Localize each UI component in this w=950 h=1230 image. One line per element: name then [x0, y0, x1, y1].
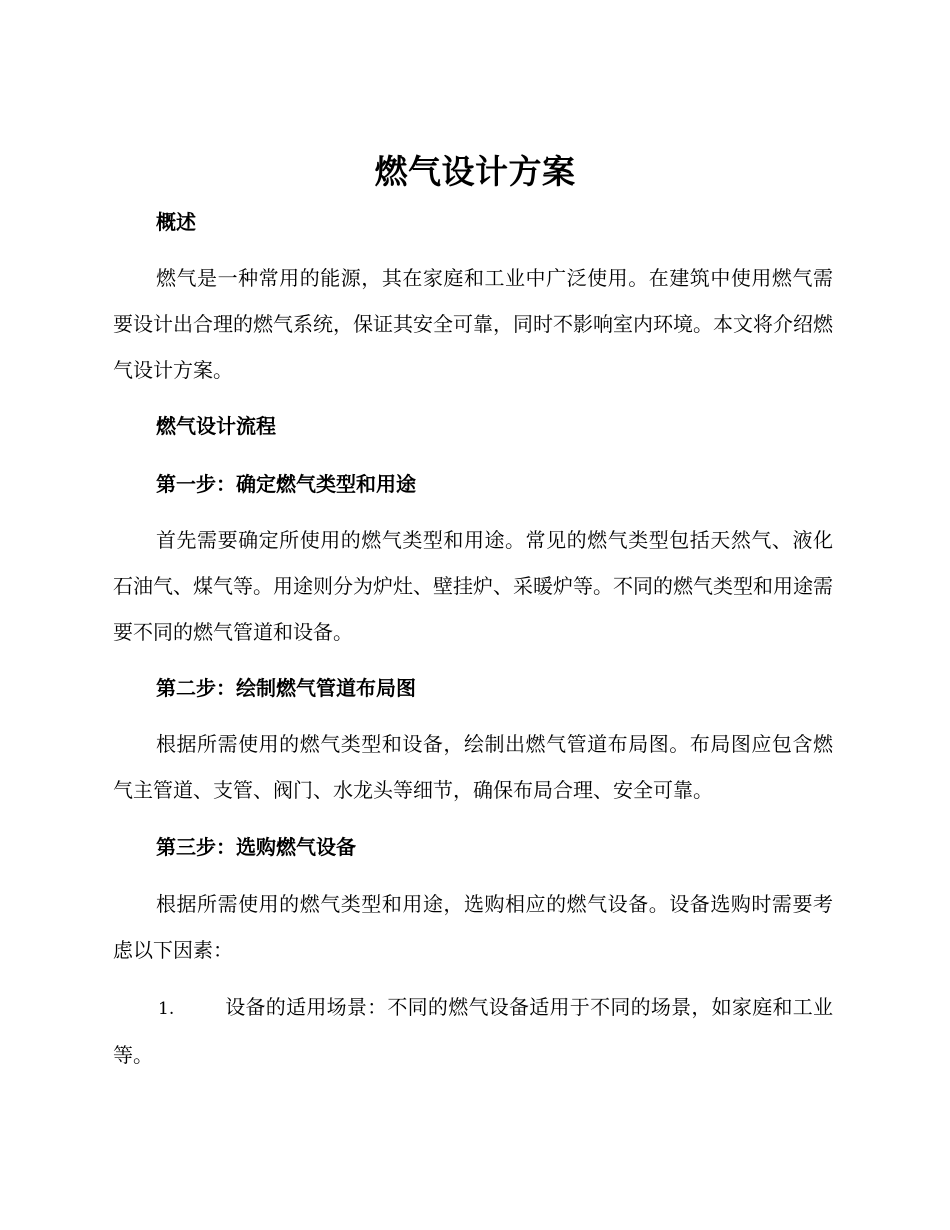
section-heading-step-two: 第二步：绘制燃气管道布局图	[156, 676, 416, 700]
paragraph-step-one: 首先需要确定所使用的燃气类型和用途。常见的燃气类型包括天然气、液化石油气、煤气等。用途则分为炉灶、壁挂炉、采暖炉等。不同的燃气类型和用途需要不同的燃气管道和设备。	[113, 528, 833, 644]
section-heading-overview: 概述	[156, 210, 196, 234]
section-heading-step-three: 第三步：选购燃气设备	[156, 835, 356, 859]
document-title: 燃气设计方案	[374, 152, 576, 191]
section-heading-step-one: 第一步：确定燃气类型和用途	[156, 472, 416, 496]
paragraph-step-two: 根据所需使用的燃气类型和设备，绘制出燃气管道布局图。布局图应包含燃气主管道、支管、阀门、水龙头等细节，确保布局合理、安全可靠。	[113, 732, 833, 802]
section-heading-design-process: 燃气设计流程	[156, 414, 276, 438]
list-item	[113, 984, 833, 1078]
list-item-number: 1.	[158, 999, 175, 1019]
paragraph-overview: 燃气是一种常用的能源，其在家庭和工业中广泛使用。在建筑中使用燃气需要设计出合理的燃气系统，保证其安全可靠，同时不影响室内环境。本文将介绍燃气设计方案。	[113, 266, 833, 382]
list-item-text: 设备的适用场景：不同的燃气设备适用于不同的场景，如家庭和工业等。	[113, 995, 833, 1067]
paragraph-step-three: 根据所需使用的燃气类型和用途，选购相应的燃气设备。设备选购时需要考虑以下因素：	[113, 892, 833, 962]
